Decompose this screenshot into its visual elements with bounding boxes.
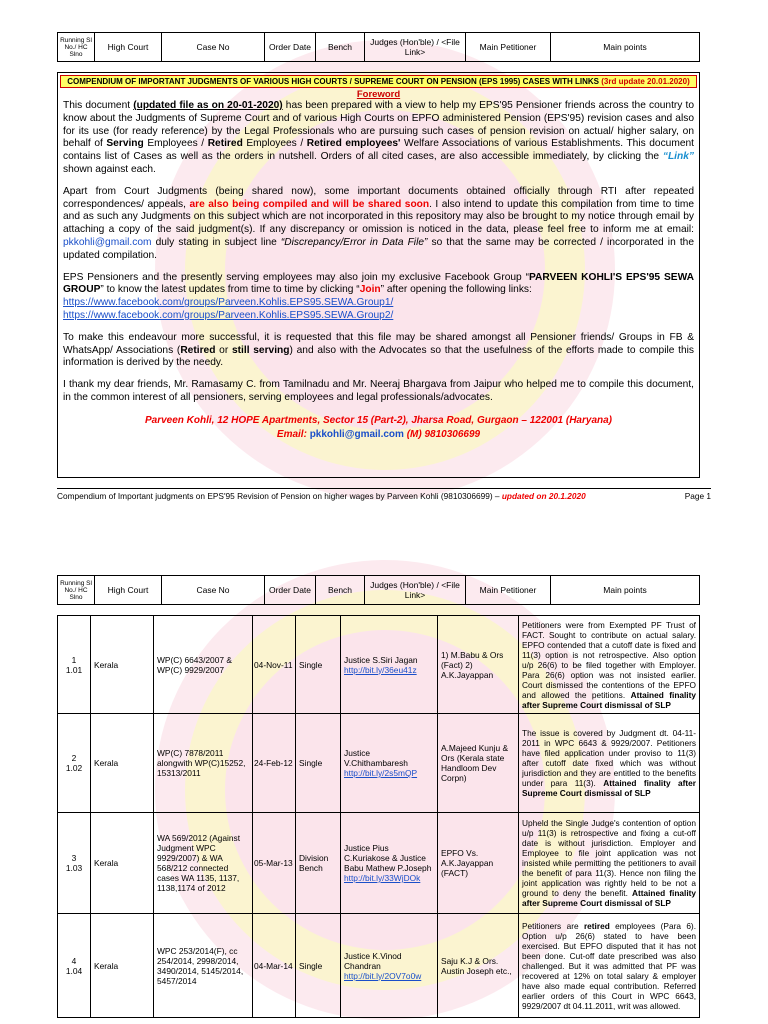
bench-cell: Single xyxy=(296,616,341,714)
sl-number: 1 xyxy=(71,654,77,665)
hc-sl-number: 1.03 xyxy=(65,863,83,873)
foreword-paragraph-1 xyxy=(63,100,694,177)
case-no-cell: WP(C) 7878/2011 alongwith WP(C)15252, 15313/2011 xyxy=(154,714,253,813)
text: Welfare Associations of various Establishments. This document contains list of Cases as well as the orders in nutshell. Orders of all cited cases, are also accessible immediately, by clicking the xyxy=(63,138,694,163)
judge-cell xyxy=(341,914,438,1018)
foreword-paragraph-4 xyxy=(63,332,694,370)
join-word: Join xyxy=(359,284,381,296)
col-order-date: Order Date xyxy=(265,33,316,62)
main-points-cell xyxy=(519,914,700,1018)
date-cell: 04-Nov-11 xyxy=(253,616,296,714)
court-cell: Kerala xyxy=(91,813,154,914)
main-points-cell xyxy=(519,616,700,714)
foreword-box xyxy=(57,72,700,478)
petitioner-cell: A.Majeed Kunju & Ors (Kerala state Handloom Dev Corpn) xyxy=(438,714,519,813)
main-points-text: Petitioners are xyxy=(522,920,584,931)
main-points-text: The issue is covered by Judgment dt. 04-11-2011 in WPC 6643 & 9929/2007. Petitioners have filed application under proviso to 11(3) after cutoff date fixed which was without jurisdiction and they are entitled to the benefits under para 11(3). xyxy=(522,728,696,788)
table-header-page2 xyxy=(57,575,700,605)
banner-update: (3rd update 20.01.2020) xyxy=(601,77,690,86)
finality-note: Attained finality after Supreme Court dismissal of SLP xyxy=(522,778,696,798)
col-order-date: Order Date xyxy=(265,576,316,605)
text: ” to know the latest updates from time to time by clicking “ xyxy=(100,284,360,296)
text: duly stating in subject line xyxy=(151,236,281,248)
text: This document xyxy=(63,100,134,111)
col-bench: Bench xyxy=(316,33,365,62)
page-number: Page 1 xyxy=(684,491,711,501)
col-main-petitioner: Main Petitioner xyxy=(466,33,551,62)
bench-cell: Division Bench xyxy=(296,813,341,914)
petitioner-cell: 1) M.Babu & Ors (Fact) 2) A.K.Jayappan xyxy=(438,616,519,714)
subject-line: “Discrepancy/Error in Data File” xyxy=(280,236,428,248)
bench-cell: Single xyxy=(296,714,341,813)
table-row xyxy=(58,914,700,1018)
col-high-court: High Court xyxy=(95,33,162,62)
text: has been prepared with a view to help my EPS'95 Pensioner friends across the country to know about the Judgments of Supreme Court and of various High Courts on EPFO administered Pension (EPS'95) revision cases and also for its use (for ready reference) by the Legal Professionals who are pursuing such cases of pension revision on actual/ higher salary, on behalf of xyxy=(63,100,694,150)
link-word: “Link” xyxy=(662,151,694,163)
sl-cell xyxy=(58,616,91,714)
foreword-title: Foreword xyxy=(356,89,401,100)
sl-cell xyxy=(58,714,91,813)
case-no-cell: WA 569/2012 (Against Judgment WPC 9929/2007) & WA 568/212 connected cases WA 1135, 1137, 1138,1174 of 2012 xyxy=(154,813,253,914)
court-cell: Kerala xyxy=(91,914,154,1018)
serving-text: Serving xyxy=(106,138,144,150)
text: To make this endeavour more successful, it is requested that this file may be shared amongst all Pensioner friends/ Groups in FB & WhatsApp/ Associations ( xyxy=(63,331,694,356)
email-label: Email: xyxy=(276,428,310,440)
date-cell: 04-Mar-14 xyxy=(253,914,296,1018)
main-points-cell xyxy=(519,714,700,813)
col-case-no: Case No xyxy=(162,33,265,62)
sl-number: 3 xyxy=(71,853,77,863)
col-main-petitioner: Main Petitioner xyxy=(466,576,551,605)
text: shown against each. xyxy=(63,163,156,175)
retired-text: retired xyxy=(583,920,610,931)
date-cell: 24-Feb-12 xyxy=(253,714,296,813)
compendium-banner xyxy=(60,75,697,88)
col-sl: Running Sl No./ HC Slno xyxy=(58,33,95,62)
foreword-paragraph-2 xyxy=(63,186,694,263)
bench-cell: Single xyxy=(296,914,341,1018)
updated-note: (updated file as on 20-01-2020) xyxy=(133,100,283,111)
petitioner-cell: EPFO Vs. A.K.Jayappan (FACT) xyxy=(438,813,519,914)
text: Apart from Court Judgments (being shared now), some important documents obtained officially through RTI after repeated correspondences/ appeals, xyxy=(63,185,694,210)
main-points-text: employees (Para 6). Option u/p 26(6) stated to have been exercised. But EPFO disputed that it has not been done. Cut-off date prescribed was also challenged. But it was admitted that PF was recovered at 12% on total salary & employer have also made equal contribution. Referred earlier orders of this Court in WPC 6643, 9929/2007 dt 04.11.2011, writ was allowed. xyxy=(522,920,696,1011)
text: ) and also with the Advocates so that the usefulness of the efforts made to compile this information is derived by the needy. xyxy=(63,344,694,369)
text: ” after opening the following links: xyxy=(380,284,532,296)
case-no-cell: WPC 253/2014(F), cc 254/2014, 2998/2014, 3490/2014, 5145/2014, 5457/2014 xyxy=(154,914,253,1018)
judge-name: Justice V.Chithambaresh xyxy=(344,748,408,768)
text: EPS Pensioners and the presently serving employees may also join my exclusive Facebook Group “ xyxy=(63,271,529,283)
main-points-text: Upheld the Single Judge's contention of option u/p 11(3) is retrospective and fixing a cut-off date is without jurisdiction. Employer and Employee to file joint application was not insisted while permitting the petitioners to avail the benefit of para 11(3). Hence non filing the joint application was rightly held to be not a ground to deny the benefit. xyxy=(522,818,696,898)
date-cell: 05-Mar-13 xyxy=(253,813,296,914)
judge-name: Justice S.Siri Jagan xyxy=(344,654,418,665)
judgment-link[interactable]: http://bit.ly/2OV7o0w xyxy=(344,970,422,981)
judge-cell xyxy=(341,616,438,714)
sl-cell xyxy=(58,813,91,914)
table-row xyxy=(58,616,700,714)
col-high-court: High Court xyxy=(95,576,162,605)
finality-note: Attained finality after Supreme Court dismissal of SLP xyxy=(522,888,697,908)
sl-number: 4 xyxy=(71,955,77,966)
col-case-no: Case No xyxy=(162,576,265,605)
petitioner-cell: Saju K.J & Ors. Austin Joseph etc., xyxy=(438,914,519,1018)
table-row xyxy=(58,714,700,813)
judgment-link[interactable]: http://bit.ly/2s5mQP xyxy=(344,768,418,778)
foreword-paragraph-3 xyxy=(63,272,694,323)
signature-block xyxy=(58,414,699,442)
table-row xyxy=(58,813,700,914)
signature-contact xyxy=(58,428,699,442)
group-name: PARVEEN KOHLI'S EPS'95 SEWA GROUP xyxy=(63,271,694,296)
footer-title: Compendium of Important judgments on EPS'95 Revision of Pension on higher wages by Parveen Kohli (9810306699) – xyxy=(57,491,502,501)
signature-phone: (M) 9810306699 xyxy=(403,428,481,440)
judge-name: Justice Pius C.Kuriakose & Justice Babu Mathew P.Joseph xyxy=(344,843,432,873)
sl-number: 2 xyxy=(71,753,77,763)
compiling-note: are also being compiled and will be shared soon xyxy=(189,198,430,210)
court-cell: Kerala xyxy=(91,714,154,813)
col-sl: Running Sl No./ HC Slno xyxy=(58,576,95,605)
judgment-link[interactable]: http://bit.ly/33WjDOk xyxy=(344,873,421,883)
main-points-cell xyxy=(519,813,700,914)
sl-cell xyxy=(58,914,91,1018)
text: Employees / xyxy=(143,138,208,150)
footer-updated: updated on 20.1.2020 xyxy=(501,491,586,501)
page-footer xyxy=(57,488,711,501)
judge-cell xyxy=(341,714,438,813)
col-main-points: Main points xyxy=(551,33,700,62)
facebook-group2-link[interactable]: https://www.facebook.com/groups/Parveen.Kohlis.EPS95.SEWA.Group2/ xyxy=(63,309,394,321)
signature-email-link[interactable]: pkkohli@gmail.com xyxy=(309,428,404,440)
text: so that the same may be corrected / incorporated in the updated compilation. xyxy=(63,236,694,261)
judge-name: Justice K.Vinod Chandran xyxy=(344,950,402,971)
retired-employees-text: Retired employees' xyxy=(306,138,401,150)
main-points-text: Petitioners were from Exempted PF Trust of FACT. Sought to contribute on actual salary. EPFO contended that a cutoff date is fixed and 11(3) option is not retrospective. Also option u/p 26(6) to be filed together with Employer. Para 26(6) option was not insisted earlier. Court dismissed the contentions of the EPFO and allowed the petitions. xyxy=(522,619,696,700)
banner-title: COMPENDIUM OF IMPORTANT JUDGMENTS OF VARIOUS HIGH COURTS / SUPREME COURT ON PENSION (EPS 1995) CASES WITH LINKS xyxy=(67,77,600,86)
col-bench: Bench xyxy=(316,576,365,605)
retired-text: Retired xyxy=(207,138,243,150)
col-judges: Judges (Hon'ble) / <File Link> xyxy=(365,33,466,62)
hc-sl-number: 1.01 xyxy=(65,664,83,675)
email-link[interactable]: pkkohli@gmail.com xyxy=(63,236,152,248)
text: Employees / xyxy=(242,138,307,150)
judge-cell xyxy=(341,813,438,914)
retired-text: Retired xyxy=(180,344,216,356)
still-serving-text: still serving xyxy=(231,344,290,356)
foreword-paragraph-5: I thank my dear friends, Mr. Ramasamy C. from Tamilnadu and Mr. Neeraj Bhargava from Jaipur who helped me to compile this document, in the common interest of all pensioners, serving employees and legal professionals/advocates. xyxy=(63,379,694,403)
finality-note: Attained finality after Supreme Court dismissal of SLP xyxy=(522,689,696,710)
hc-sl-number: 1.04 xyxy=(65,965,83,976)
text: . I also intend to update this compilation from time to time and as such any Judgments on this subject which are not incorporated in this repository may also be brought to my notice through email by attaching a copy of the said judgment(s). If any discrepancy or omission is noticed in the data, please feel free to inform me at email: xyxy=(63,198,694,236)
signature-address: Parveen Kohli, 12 HOPE Apartments, Sector 15 (Part-2), Jharsa Road, Gurgaon – 122001 (Haryana) xyxy=(144,414,613,426)
case-no-cell: WP(C) 6643/2007 & WP(C) 9929/2007 xyxy=(154,616,253,714)
footer-text xyxy=(57,491,586,501)
col-judges: Judges (Hon'ble) / <File Link> xyxy=(365,576,466,605)
table-header-page1 xyxy=(57,32,700,62)
cases-table xyxy=(57,615,700,1018)
col-main-points: Main points xyxy=(551,576,700,605)
text: or xyxy=(215,344,232,356)
judgment-link[interactable]: http://bit.ly/36eu41z xyxy=(344,664,417,675)
court-cell: Kerala xyxy=(91,616,154,714)
facebook-group1-link[interactable]: https://www.facebook.com/groups/Parveen.Kohlis.EPS95.SEWA.Group1/ xyxy=(63,297,394,309)
hc-sl-number: 1.02 xyxy=(65,763,83,773)
